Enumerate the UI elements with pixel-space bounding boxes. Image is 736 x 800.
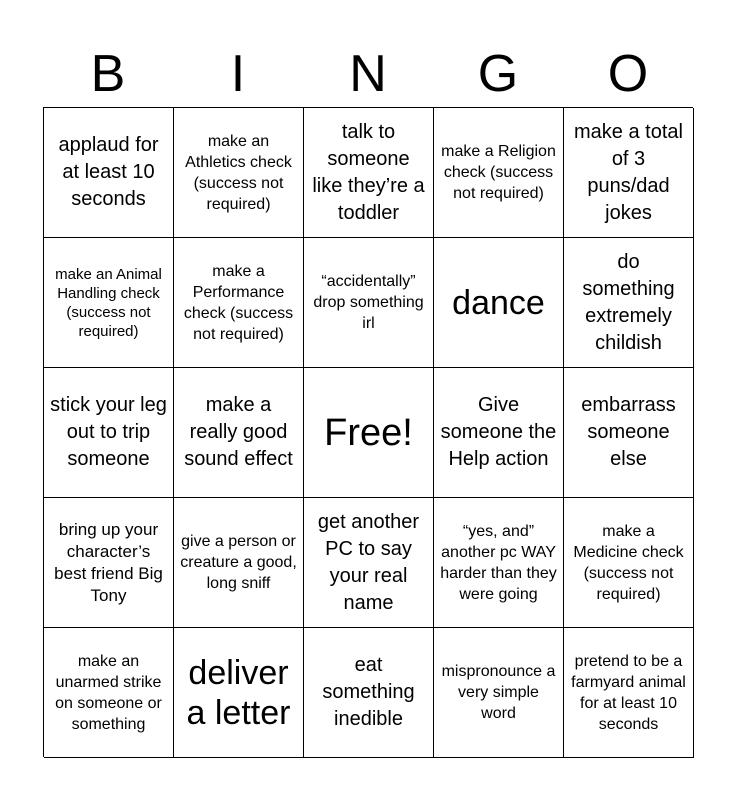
bingo-cell-r1c3[interactable] (304, 108, 434, 238)
bingo-cell-r5c2[interactable] (174, 628, 304, 758)
bingo-cell-r2c3[interactable] (304, 238, 434, 368)
cell-text: dance (452, 283, 545, 322)
header-letter-b: B (90, 45, 126, 103)
bingo-cell-r1c2[interactable] (174, 108, 304, 238)
bingo-board (43, 107, 693, 757)
bingo-cell-r1c4[interactable] (434, 108, 564, 238)
cell-text: make a really good sound effect (184, 394, 293, 470)
cell-text: mispronounce a very simple word (441, 663, 556, 722)
cell-text: bring up your character’s best friend Big Tony (54, 519, 163, 605)
header-letter-o: O (607, 45, 649, 103)
bingo-cell-r4c2[interactable] (174, 498, 304, 628)
cell-text: embarrass someone else (581, 394, 676, 470)
cell-text: make a total of 3 puns/dad jokes (574, 120, 683, 224)
bingo-header (43, 40, 693, 108)
header-letter-g: G (477, 45, 519, 103)
bingo-cell-r4c3[interactable] (304, 498, 434, 628)
cell-text: applaud for at least 10 seconds (58, 134, 159, 210)
cell-text: deliver a letter (186, 653, 291, 732)
cell-text: Free! (324, 411, 413, 454)
cell-text: give a person or creature a good, long sniff (180, 533, 297, 592)
cell-text: make an Animal Handling check (success not required) (55, 265, 162, 340)
bingo-cell-r3c4[interactable] (434, 368, 564, 498)
header-letter-i: I (230, 45, 246, 103)
bingo-cell-r3c5[interactable] (564, 368, 694, 498)
bingo-cell-r3c2[interactable] (174, 368, 304, 498)
cell-text: Give someone the Help action (440, 394, 557, 470)
cell-text: make an Athletics check (success not required) (185, 132, 292, 213)
bingo-cell-r2c5[interactable] (564, 238, 694, 368)
cell-text: “yes, and” another pc WAY harder than they were going (440, 522, 557, 603)
bingo-cell-r3c3[interactable] (304, 368, 434, 498)
bingo-cell-r2c2[interactable] (174, 238, 304, 368)
bingo-cell-r5c3[interactable] (304, 628, 434, 758)
cell-text: pretend to be a farmyard animal for at least 10 seconds (571, 652, 686, 733)
bingo-cell-r5c1[interactable] (44, 628, 174, 758)
cell-text: make a Religion check (success not required) (441, 143, 556, 202)
bingo-cell-r2c4[interactable] (434, 238, 564, 368)
bingo-cell-r4c5[interactable] (564, 498, 694, 628)
cell-text: make a Medicine check (success not required) (573, 522, 684, 603)
cell-text: eat something inedible (322, 654, 415, 730)
cell-text: “accidentally” drop something irl (313, 273, 424, 332)
bingo-cell-r4c1[interactable] (44, 498, 174, 628)
cell-text: talk to someone like they’re a toddler (312, 120, 425, 224)
bingo-cell-r1c5[interactable] (564, 108, 694, 238)
cell-text: stick your leg out to trip someone (50, 394, 167, 470)
bingo-cell-r4c4[interactable] (434, 498, 564, 628)
cell-text: do something extremely childish (582, 250, 675, 354)
cell-text: get another PC to say your real name (317, 510, 420, 614)
cell-text: make a Performance check (success not required) (183, 262, 294, 343)
header-letter-n: N (349, 45, 387, 103)
bingo-cell-r5c4[interactable] (434, 628, 564, 758)
cell-text: make an unarmed strike on someone or something (55, 652, 162, 733)
bingo-cell-r2c1[interactable] (44, 238, 174, 368)
bingo-cell-r3c1[interactable] (44, 368, 174, 498)
bingo-cell-r5c5[interactable] (564, 628, 694, 758)
bingo-cell-r1c1[interactable] (44, 108, 174, 238)
